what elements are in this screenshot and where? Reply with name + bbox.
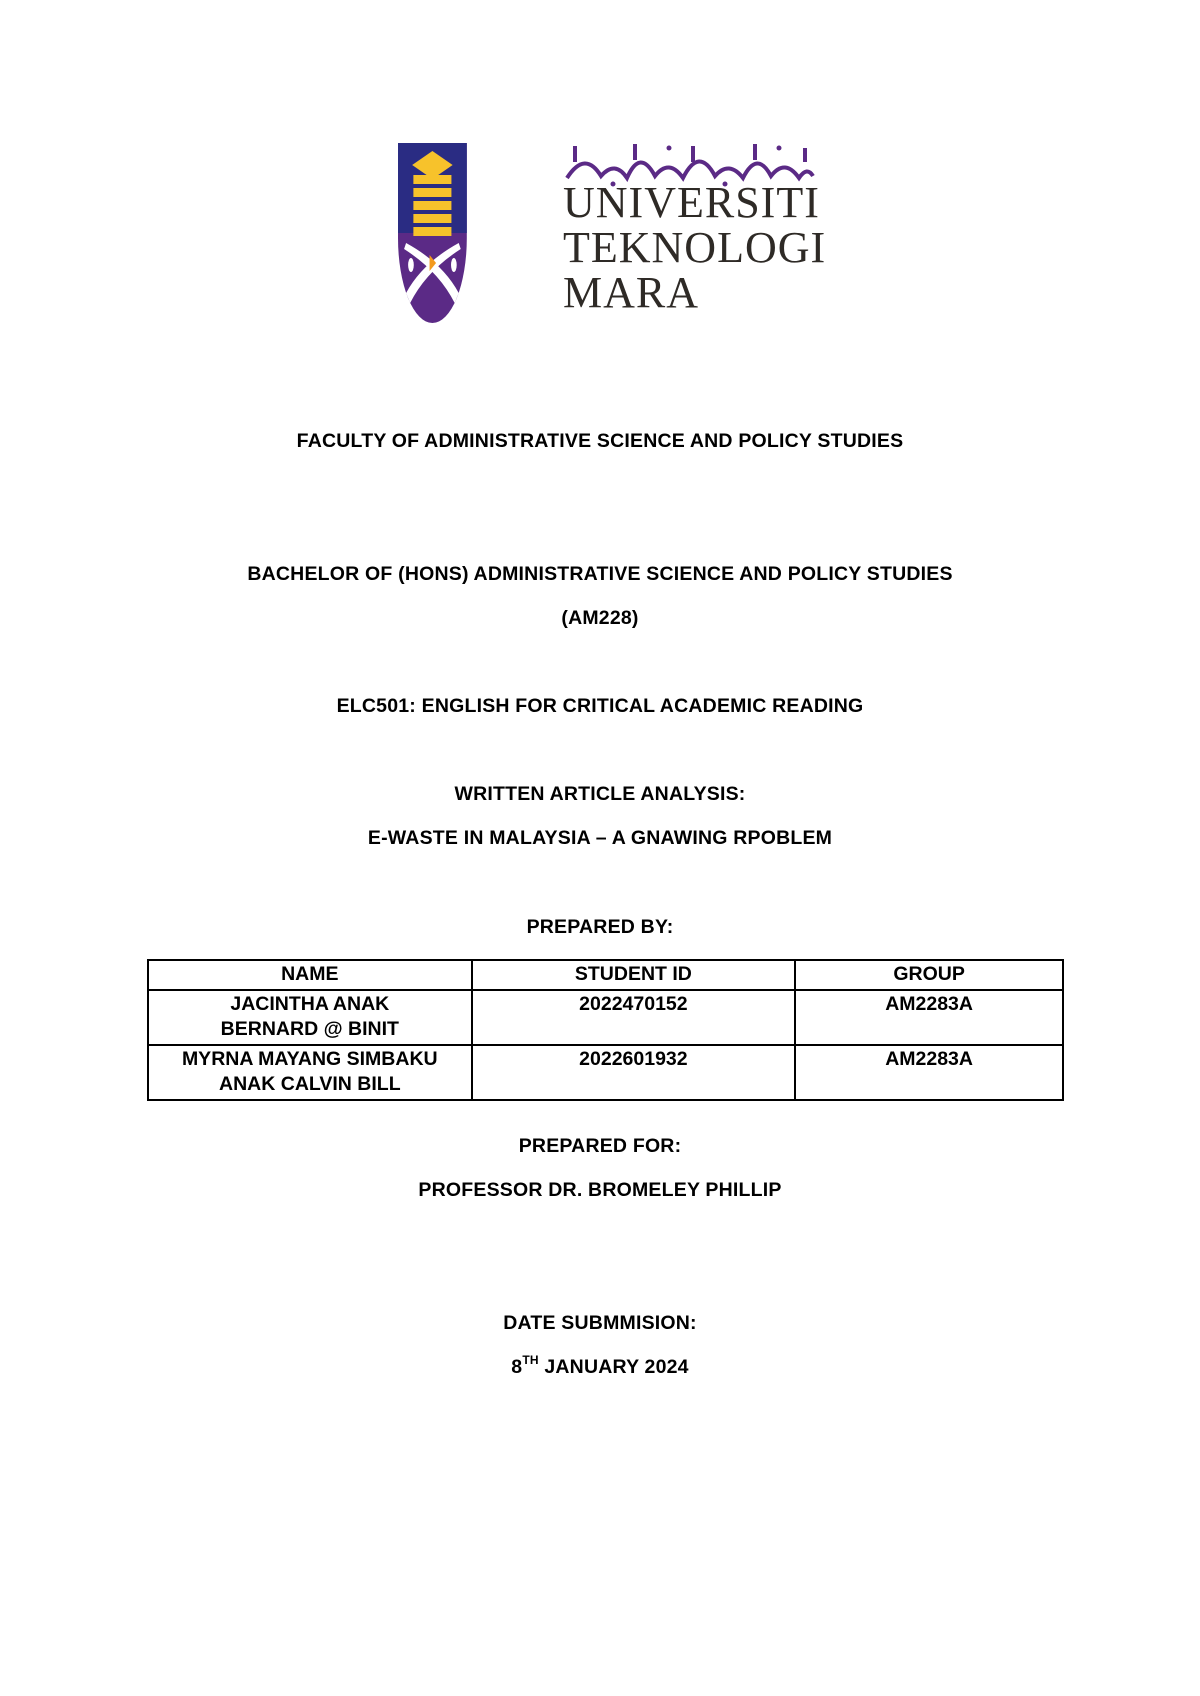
member-name-line: MYRNA MAYANG SIMBAKU — [181, 1048, 438, 1070]
date-rest: JANUARY 2024 — [538, 1356, 689, 1378]
programme-code: (AM228) — [561, 607, 639, 629]
uitm-logo-wordmark — [563, 180, 826, 315]
member-name-line: JACINTHA ANAK — [230, 993, 390, 1015]
table-header-row — [148, 960, 1063, 990]
lecturer-name: PROFESSOR DR. BROMELEY PHILLIP — [418, 1179, 782, 1201]
logo-line-teknologi: TEKNOLOGI — [563, 223, 827, 272]
member-name-line: ANAK CALVIN BILL — [218, 1073, 401, 1095]
course-title: ELC501: ENGLISH FOR CRITICAL ACADEMIC READING — [336, 695, 864, 717]
table-row — [148, 1045, 1063, 1100]
member-group: AM2283A — [795, 1045, 1063, 1100]
date-label: DATE SUBMMISION: — [503, 1312, 697, 1334]
uitm-logo-emblem — [398, 143, 568, 323]
assignment-label: WRITTEN ARTICLE ANALYSIS: — [454, 783, 746, 805]
member-group: AM2283A — [795, 990, 1063, 1045]
submission-date — [0, 1353, 1200, 1379]
date-day: 8 — [511, 1356, 523, 1378]
member-student-id: 2022601932 — [472, 1045, 796, 1100]
date-suffix: TH — [522, 1353, 539, 1367]
members-table — [147, 959, 1064, 1101]
member-student-id: 2022470152 — [472, 990, 796, 1045]
member-name — [148, 990, 472, 1045]
header-student-id: STUDENT ID — [472, 960, 796, 990]
header-group: GROUP — [795, 960, 1063, 990]
assignment-title: E-WASTE IN MALAYSIA – A GNAWING RPOBLEM — [367, 827, 833, 849]
table-row — [148, 990, 1063, 1045]
member-name-line: BERNARD @ BINIT — [220, 1018, 399, 1040]
header-name: NAME — [148, 960, 472, 990]
faculty-name: FACULTY OF ADMINISTRATIVE SCIENCE AND POLICY STUDIES — [296, 430, 904, 452]
member-name — [148, 1045, 472, 1100]
programme-name: BACHELOR OF (HONS) ADMINISTRATIVE SCIENCE AND POLICY STUDIES — [247, 563, 953, 585]
logo-line-universiti: UNIVERSITI — [563, 178, 820, 227]
prepared-by-label: PREPARED BY: — [526, 916, 674, 938]
prepared-for-label: PREPARED FOR: — [518, 1135, 682, 1157]
logo-line-mara: MARA — [563, 268, 700, 317]
